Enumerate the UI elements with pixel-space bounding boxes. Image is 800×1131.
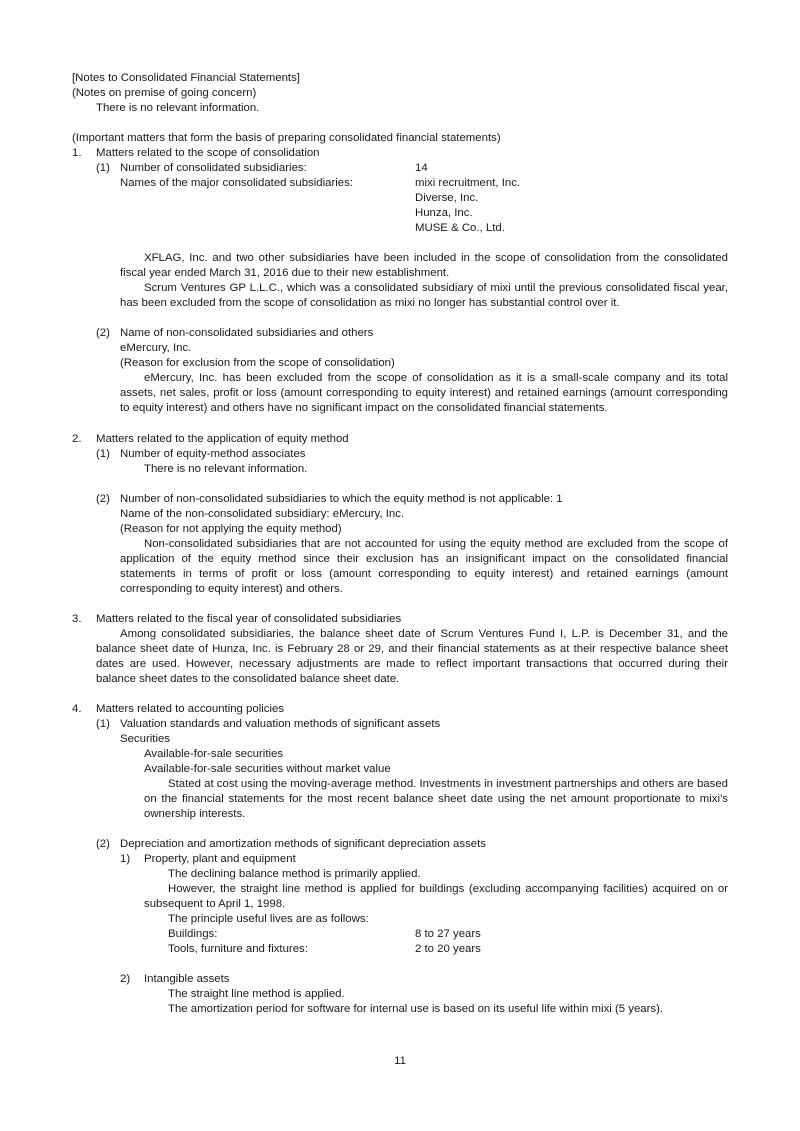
s4-sub2-title: Intangible assets (144, 973, 230, 985)
intangible-method-text: The straight line method is applied. (168, 988, 345, 1000)
section2-number: 2. (72, 433, 82, 445)
software-amortization-text: The amortization period for software for internal use is based on its useful life within mixi (5 years). (168, 1003, 664, 1015)
subsidiary-name: Diverse, Inc. (415, 192, 479, 204)
section1-title: Matters related to the scope of consolidation (96, 147, 320, 159)
declining-balance-text: The declining balance method is primarily applied. (168, 868, 421, 880)
section4-number: 4. (72, 703, 82, 715)
subsidiary-name: mixi recruitment, Inc. (415, 177, 521, 189)
subsidiary-name: MUSE & Co., Ltd. (415, 222, 505, 234)
page-number: 11 (394, 1055, 406, 1067)
s4-item1-title: Valuation standards and valuation methods of significant assets (120, 718, 441, 730)
consolidated-count-value: 14 (415, 162, 428, 174)
major-subsidiaries-label: Names of the major consolidated subsidiaries: (120, 177, 353, 189)
valuation-text: Stated at cost using the moving-average method. Investments in investment partnerships and others are based on the financial statements for the most recent balance sheet date using the net amount proportionate to mixi’s ownership interests. (144, 778, 728, 820)
exclusion-reason-heading: (Reason for exclusion from the scope of consolidation) (120, 357, 395, 369)
s4-item2-title: Depreciation and amortization methods of significant depreciation assets (120, 838, 486, 850)
xflag-paragraph: XFLAG, Inc. and two other subsidiaries have been included in the scope of consolidation from the consolidated fiscal year ended March 31, 2016 due to their new establishment. (120, 252, 728, 279)
afs-securities-label: Available-for-sale securities (144, 748, 284, 760)
s1-item2-number: (2) (96, 327, 110, 339)
consolidated-count-label: Number of consolidated subsidiaries: (120, 162, 307, 174)
s2-item1-title: Number of equity-method associates (120, 448, 306, 460)
equity-reason-heading: (Reason for not applying the equity method) (120, 523, 342, 535)
equity-reason-text: Non-consolidated subsidiaries that are not accounted for using the equity method are excluded from the scope of application of the equity method since their exclusion has an insignificant impact on the consolidated financial statements in terms of profit or loss (amount corresponding to equity interest) and retained earnings (amount corresponding to equity interest) and others. (120, 538, 728, 595)
s4-item2-number: (2) (96, 838, 110, 850)
useful-lives-heading: The principle useful lives are as follows: (168, 913, 369, 925)
section3-text: Among consolidated subsidiaries, the balance sheet date of Scrum Ventures Fund I, L.P. is December 31, and the balance sheet date of Hunza, Inc. is February 28 or 29, and their financial statements as at their respective balance sheet dates are used. However, necessary adjustments are made to reflect important transactions that occurred during their balance sheet dates to the consolidated balance sheet date. (96, 628, 728, 685)
section3-number: 3. (72, 613, 82, 625)
useful-life-label: Tools, furniture and fixtures: (168, 943, 308, 955)
useful-life-value: 2 to 20 years (415, 943, 481, 955)
afs-no-market-label: Available-for-sale securities without market value (144, 763, 391, 775)
exclusion-reason-text: eMercury, Inc. has been excluded from the scope of consolidation as it is a small-scale company and its total assets, net sales, profit or loss (amount corresponding to equity interest) and retained earnings (amount corresponding to equity interest) and others have no significant impact on the consolidated financial statements. (120, 372, 728, 414)
useful-life-label: Buildings: (168, 928, 218, 940)
securities-label: Securities (120, 733, 171, 745)
basis-heading: (Important matters that form the basis of preparing consolidated financial statements) (72, 132, 501, 144)
subsidiary-name: Hunza, Inc. (415, 207, 473, 219)
s4-sub2-number: 2) (120, 973, 131, 985)
going-concern-text: There is no relevant information. (96, 102, 260, 114)
non-consolidated-subsidiary-name: Name of the non-consolidated subsidiary: eMercury, Inc. (120, 508, 405, 520)
s2-item1-number: (1) (96, 448, 110, 460)
scrum-ventures-paragraph: Scrum Ventures GP L.L.C., which was a consolidated subsidiary of mixi until the previous consolidated fiscal year, has been excluded from the scope of consolidation as mixi no longer has substantial control over it. (120, 282, 728, 309)
s2-item2-title: Number of non-consolidated subsidiaries to which the equity method is not applicable: 1 (120, 493, 563, 505)
s1-item2-title: Name of non-consolidated subsidiaries and others (120, 327, 374, 339)
section1-number: 1. (72, 147, 82, 159)
section3-title: Matters related to the fiscal year of consolidated subsidiaries (96, 613, 402, 625)
s1-item1-number: (1) (96, 162, 110, 174)
section4-title: Matters related to accounting policies (96, 703, 285, 715)
s4-sub1-number: 1) (120, 853, 131, 865)
s2-item2-number: (2) (96, 493, 110, 505)
section2-title: Matters related to the application of equity method (96, 433, 349, 445)
s2-item1-text: There is no relevant information. (144, 463, 308, 475)
going-concern-heading: (Notes on premise of going concern) (72, 87, 257, 99)
non-consolidated-name: eMercury, Inc. (120, 342, 192, 354)
useful-life-value: 8 to 27 years (415, 928, 481, 940)
s4-sub1-title: Property, plant and equipment (144, 853, 296, 865)
s4-item1-number: (1) (96, 718, 110, 730)
notes-title: [Notes to Consolidated Financial Statements] (72, 72, 300, 84)
straight-line-buildings-text: However, the straight line method is applied for buildings (excluding accompanying facilities) acquired on or subsequent to April 1, 1998. (144, 883, 728, 910)
